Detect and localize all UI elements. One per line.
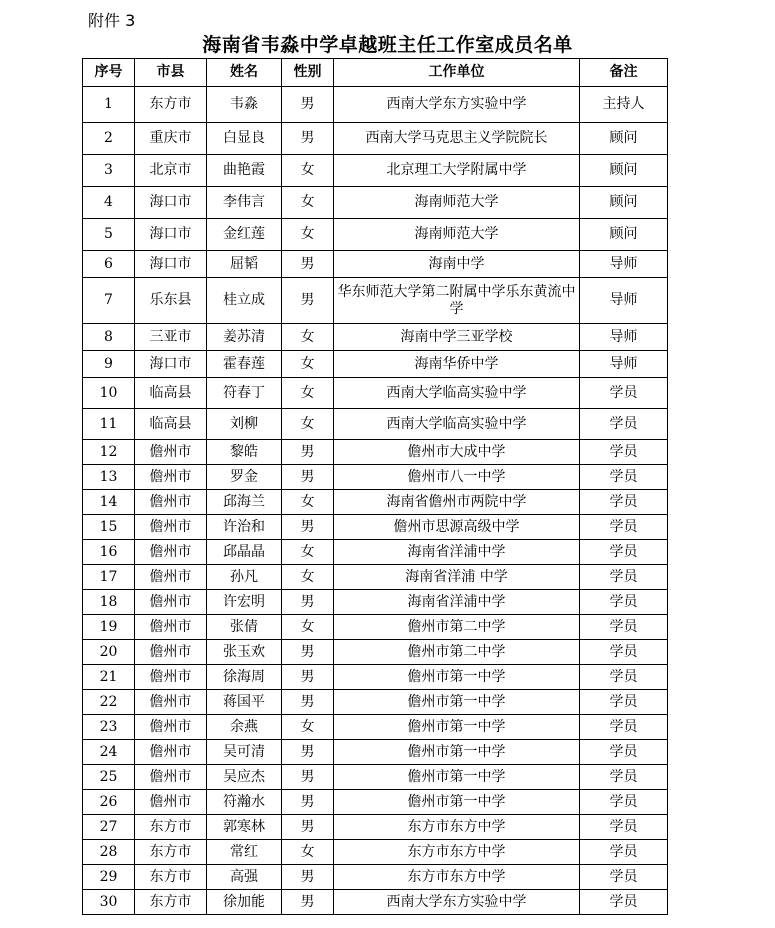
cell-gender: 女 — [282, 187, 334, 219]
table-row — [83, 515, 668, 540]
cell-work-unit: 西南大学临高实验中学 — [334, 409, 580, 440]
cell-work-unit: 海南师范大学 — [334, 219, 580, 251]
cell-name: 金红莲 — [207, 219, 282, 251]
cell-work-unit: 儋州市第一中学 — [334, 740, 580, 765]
table-row — [83, 378, 668, 409]
cell-work-unit: 儋州市第一中学 — [334, 715, 580, 740]
cell-name: 徐加能 — [207, 890, 282, 915]
cell-city: 三亚市 — [135, 324, 207, 351]
cell-work-unit: 西南大学东方实验中学 — [334, 87, 580, 123]
cell-name: 屈韬 — [207, 251, 282, 278]
cell-city: 儋州市 — [135, 765, 207, 790]
cell-work-unit: 儋州市八一中学 — [334, 465, 580, 490]
cell-index: 1 — [83, 87, 135, 123]
cell-remark: 学员 — [580, 490, 668, 515]
cell-gender: 女 — [282, 840, 334, 865]
cell-city: 儋州市 — [135, 565, 207, 590]
cell-index: 9 — [83, 351, 135, 378]
cell-name: 霍春莲 — [207, 351, 282, 378]
cell-remark: 学员 — [580, 665, 668, 690]
cell-work-unit: 海南中学三亚学校 — [334, 324, 580, 351]
cell-city: 东方市 — [135, 815, 207, 840]
header-remark: 备注 — [580, 59, 668, 87]
cell-gender: 男 — [282, 790, 334, 815]
document-title: 海南省韦淼中学卓越班主任工作室成员名单 — [202, 34, 573, 56]
cell-work-unit: 西南大学东方实验中学 — [334, 890, 580, 915]
cell-name: 韦淼 — [207, 87, 282, 123]
cell-remark: 顾问 — [580, 219, 668, 251]
cell-index: 18 — [83, 590, 135, 615]
cell-remark: 顾问 — [580, 155, 668, 187]
table-row — [83, 87, 668, 123]
cell-work-unit: 海南华侨中学 — [334, 351, 580, 378]
cell-city: 东方市 — [135, 87, 207, 123]
cell-remark: 导师 — [580, 278, 668, 324]
table-row — [83, 155, 668, 187]
cell-index: 14 — [83, 490, 135, 515]
cell-name: 桂立成 — [207, 278, 282, 324]
cell-city: 海口市 — [135, 351, 207, 378]
cell-index: 16 — [83, 540, 135, 565]
cell-remark: 学员 — [580, 815, 668, 840]
cell-city: 儋州市 — [135, 740, 207, 765]
cell-remark: 导师 — [580, 324, 668, 351]
cell-remark: 学员 — [580, 378, 668, 409]
cell-remark: 学员 — [580, 790, 668, 815]
table-row — [83, 490, 668, 515]
cell-name: 姜苏清 — [207, 324, 282, 351]
cell-gender: 女 — [282, 155, 334, 187]
cell-gender: 男 — [282, 765, 334, 790]
cell-work-unit: 儋州市第一中学 — [334, 790, 580, 815]
table-row — [83, 765, 668, 790]
cell-remark: 学员 — [580, 565, 668, 590]
cell-work-unit: 海南师范大学 — [334, 187, 580, 219]
cell-index: 3 — [83, 155, 135, 187]
table-row — [83, 465, 668, 490]
cell-name: 余燕 — [207, 715, 282, 740]
cell-work-unit: 海南省洋浦中学 — [334, 590, 580, 615]
table-row — [83, 740, 668, 765]
cell-remark: 学员 — [580, 890, 668, 915]
table-row — [83, 590, 668, 615]
cell-name: 李伟言 — [207, 187, 282, 219]
table-row — [83, 251, 668, 278]
cell-gender: 女 — [282, 378, 334, 409]
cell-index: 29 — [83, 865, 135, 890]
cell-gender: 女 — [282, 490, 334, 515]
table-row — [83, 665, 668, 690]
cell-city: 北京市 — [135, 155, 207, 187]
cell-index: 17 — [83, 565, 135, 590]
table-row — [83, 540, 668, 565]
cell-remark: 学员 — [580, 540, 668, 565]
cell-work-unit: 儋州市第一中学 — [334, 690, 580, 715]
table-row — [83, 351, 668, 378]
cell-gender: 女 — [282, 351, 334, 378]
table-row — [83, 324, 668, 351]
cell-index: 6 — [83, 251, 135, 278]
cell-city: 东方市 — [135, 890, 207, 915]
cell-remark: 学员 — [580, 515, 668, 540]
cell-remark: 导师 — [580, 351, 668, 378]
cell-remark: 学员 — [580, 765, 668, 790]
cell-city: 东方市 — [135, 865, 207, 890]
cell-city: 海口市 — [135, 251, 207, 278]
cell-name: 邱晶晶 — [207, 540, 282, 565]
header-city: 市县 — [135, 59, 207, 87]
cell-index: 12 — [83, 440, 135, 465]
cell-remark: 学员 — [580, 640, 668, 665]
table-row — [83, 278, 668, 324]
cell-gender: 男 — [282, 815, 334, 840]
cell-gender: 男 — [282, 465, 334, 490]
cell-index: 15 — [83, 515, 135, 540]
cell-gender: 男 — [282, 251, 334, 278]
cell-index: 5 — [83, 219, 135, 251]
cell-work-unit: 儋州市第一中学 — [334, 765, 580, 790]
cell-index: 28 — [83, 840, 135, 865]
table-row — [83, 815, 668, 840]
table-row — [83, 409, 668, 440]
cell-work-unit: 西南大学临高实验中学 — [334, 378, 580, 409]
cell-city: 儋州市 — [135, 490, 207, 515]
cell-name: 符春丁 — [207, 378, 282, 409]
header-gender: 性别 — [282, 59, 334, 87]
cell-index: 24 — [83, 740, 135, 765]
table-header-row — [83, 59, 668, 87]
cell-gender: 男 — [282, 87, 334, 123]
cell-work-unit: 海南省儋州市两院中学 — [334, 490, 580, 515]
cell-index: 7 — [83, 278, 135, 324]
cell-work-unit: 儋州市第二中学 — [334, 640, 580, 665]
cell-remark: 学员 — [580, 715, 668, 740]
cell-work-unit: 东方市东方中学 — [334, 865, 580, 890]
cell-index: 11 — [83, 409, 135, 440]
cell-gender: 男 — [282, 515, 334, 540]
cell-work-unit: 海南省洋浦 中学 — [334, 565, 580, 590]
cell-name: 吴应杰 — [207, 765, 282, 790]
cell-gender: 男 — [282, 278, 334, 324]
cell-name: 刘柳 — [207, 409, 282, 440]
cell-name: 张玉欢 — [207, 640, 282, 665]
cell-index: 21 — [83, 665, 135, 690]
cell-city: 海口市 — [135, 187, 207, 219]
cell-gender: 男 — [282, 640, 334, 665]
cell-city: 儋州市 — [135, 540, 207, 565]
cell-remark: 顾问 — [580, 123, 668, 155]
cell-gender: 女 — [282, 565, 334, 590]
cell-gender: 女 — [282, 540, 334, 565]
cell-gender: 男 — [282, 123, 334, 155]
cell-name: 符瀚水 — [207, 790, 282, 815]
cell-remark: 学员 — [580, 465, 668, 490]
cell-gender: 男 — [282, 865, 334, 890]
cell-city: 东方市 — [135, 840, 207, 865]
table-row — [83, 890, 668, 915]
cell-remark: 学员 — [580, 440, 668, 465]
cell-index: 26 — [83, 790, 135, 815]
cell-city: 儋州市 — [135, 440, 207, 465]
cell-remark: 学员 — [580, 740, 668, 765]
cell-gender: 男 — [282, 590, 334, 615]
cell-index: 30 — [83, 890, 135, 915]
cell-work-unit: 东方市东方中学 — [334, 815, 580, 840]
cell-work-unit: 海南中学 — [334, 251, 580, 278]
cell-remark: 学员 — [580, 840, 668, 865]
cell-remark: 顾问 — [580, 187, 668, 219]
cell-index: 27 — [83, 815, 135, 840]
cell-name: 郭寒林 — [207, 815, 282, 840]
cell-gender: 女 — [282, 219, 334, 251]
cell-work-unit: 儋州市第一中学 — [334, 665, 580, 690]
table-body — [83, 87, 668, 915]
cell-name: 许宏明 — [207, 590, 282, 615]
cell-work-unit: 儋州市思源高级中学 — [334, 515, 580, 540]
cell-city: 海口市 — [135, 219, 207, 251]
cell-remark: 导师 — [580, 251, 668, 278]
table-row — [83, 840, 668, 865]
cell-name: 罗金 — [207, 465, 282, 490]
cell-index: 25 — [83, 765, 135, 790]
cell-city: 儋州市 — [135, 690, 207, 715]
cell-index: 13 — [83, 465, 135, 490]
cell-city: 儋州市 — [135, 790, 207, 815]
cell-name: 张倩 — [207, 615, 282, 640]
cell-city: 临高县 — [135, 378, 207, 409]
cell-work-unit: 儋州市大成中学 — [334, 440, 580, 465]
cell-work-unit: 华东师范大学第二附属中学乐东黄流中学 — [334, 278, 580, 324]
cell-index: 10 — [83, 378, 135, 409]
table-row — [83, 615, 668, 640]
cell-index: 19 — [83, 615, 135, 640]
cell-city: 儋州市 — [135, 615, 207, 640]
cell-city: 重庆市 — [135, 123, 207, 155]
table-row — [83, 690, 668, 715]
cell-gender: 女 — [282, 715, 334, 740]
cell-work-unit: 北京理工大学附属中学 — [334, 155, 580, 187]
cell-index: 23 — [83, 715, 135, 740]
table-row — [83, 565, 668, 590]
cell-name: 曲艳霞 — [207, 155, 282, 187]
cell-work-unit: 东方市东方中学 — [334, 840, 580, 865]
cell-name: 吴可清 — [207, 740, 282, 765]
cell-remark: 学员 — [580, 409, 668, 440]
cell-name: 邱海兰 — [207, 490, 282, 515]
cell-name: 常红 — [207, 840, 282, 865]
attachment-label: 附件 3 — [88, 11, 136, 30]
table-row — [83, 790, 668, 815]
cell-city: 儋州市 — [135, 715, 207, 740]
cell-name: 许治和 — [207, 515, 282, 540]
cell-city: 儋州市 — [135, 515, 207, 540]
cell-remark: 主持人 — [580, 87, 668, 123]
header-name: 姓名 — [207, 59, 282, 87]
cell-remark: 学员 — [580, 615, 668, 640]
member-table — [82, 58, 668, 915]
cell-index: 20 — [83, 640, 135, 665]
table-row — [83, 715, 668, 740]
cell-gender: 男 — [282, 440, 334, 465]
cell-name: 黎皓 — [207, 440, 282, 465]
cell-remark: 学员 — [580, 865, 668, 890]
cell-index: 4 — [83, 187, 135, 219]
cell-index: 8 — [83, 324, 135, 351]
table-row — [83, 865, 668, 890]
cell-work-unit: 海南省洋浦中学 — [334, 540, 580, 565]
cell-gender: 男 — [282, 665, 334, 690]
cell-remark: 学员 — [580, 690, 668, 715]
table-row — [83, 123, 668, 155]
cell-city: 儋州市 — [135, 640, 207, 665]
table-row — [83, 219, 668, 251]
cell-name: 徐海周 — [207, 665, 282, 690]
cell-city: 临高县 — [135, 409, 207, 440]
table-row — [83, 440, 668, 465]
cell-city: 儋州市 — [135, 665, 207, 690]
cell-gender: 女 — [282, 324, 334, 351]
table-row — [83, 187, 668, 219]
cell-gender: 女 — [282, 409, 334, 440]
cell-name: 孙凡 — [207, 565, 282, 590]
header-work-unit: 工作单位 — [334, 59, 580, 87]
cell-index: 22 — [83, 690, 135, 715]
cell-gender: 男 — [282, 690, 334, 715]
cell-gender: 女 — [282, 615, 334, 640]
table-row — [83, 640, 668, 665]
cell-name: 白显良 — [207, 123, 282, 155]
cell-work-unit: 儋州市第二中学 — [334, 615, 580, 640]
cell-index: 2 — [83, 123, 135, 155]
cell-city: 乐东县 — [135, 278, 207, 324]
cell-city: 儋州市 — [135, 465, 207, 490]
cell-gender: 男 — [282, 740, 334, 765]
cell-name: 高强 — [207, 865, 282, 890]
cell-city: 儋州市 — [135, 590, 207, 615]
header-index: 序号 — [83, 59, 135, 87]
cell-gender: 男 — [282, 890, 334, 915]
cell-name: 蒋国平 — [207, 690, 282, 715]
cell-remark: 学员 — [580, 590, 668, 615]
cell-work-unit: 西南大学马克思主义学院院长 — [334, 123, 580, 155]
